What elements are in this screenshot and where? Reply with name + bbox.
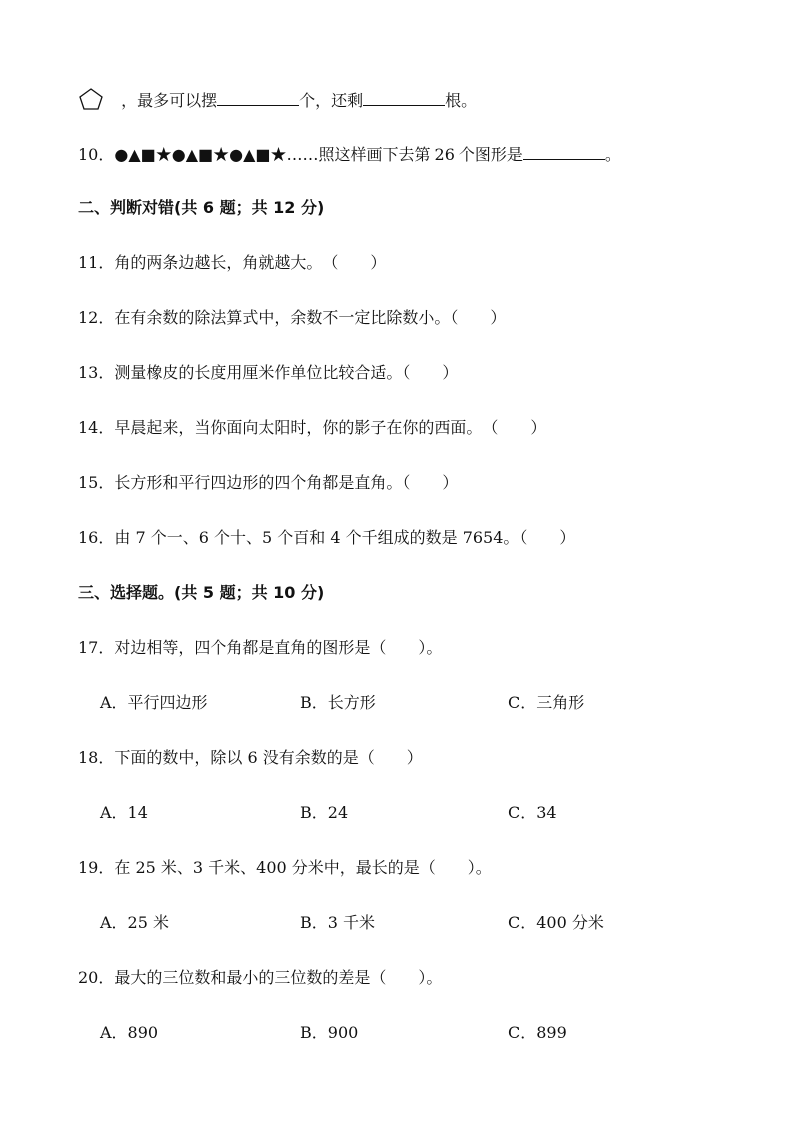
q18-option-a[interactable]: A．14 <box>100 803 148 822</box>
question-13 <box>78 363 458 383</box>
q19-option-a[interactable]: A．25 米 <box>100 913 170 932</box>
q19-option-c[interactable]: C．400 分米 <box>508 913 604 932</box>
section-2-title: 二、判断对错(共 6 题；共 12 分) <box>78 198 325 217</box>
q13-number: 13． <box>78 363 115 382</box>
q17-text: 对边相等，四个角都是直角的图形是（ ）。 <box>114 638 443 657</box>
question-11 <box>78 253 386 273</box>
q18-text: 下面的数中，除以 6 没有余数的是（ ） <box>114 748 423 767</box>
q9-text-1: ，最多可以摆 <box>121 91 218 110</box>
q11-text: 角的两条边越长，角就越大。 （ ） <box>114 253 387 272</box>
question-16 <box>78 528 575 548</box>
q10-blank[interactable] <box>523 143 605 160</box>
q19-option-b[interactable]: B．3 千米 <box>300 913 376 932</box>
q17-option-a[interactable]: A．平行四边形 <box>100 693 208 712</box>
q12-number: 12． <box>78 308 115 327</box>
question-20 <box>78 968 442 988</box>
question-12 <box>78 308 506 328</box>
q10-pattern: ●▲■★●▲■★●▲■★……照这样画下去第 <box>114 145 431 164</box>
question-14 <box>78 418 546 438</box>
question-9-continuation <box>78 87 478 110</box>
question-10 <box>78 143 621 163</box>
q11-number: 11． <box>78 253 115 272</box>
section-3-title: 三、选择题。(共 5 题；共 10 分) <box>78 583 325 602</box>
q20-number: 20． <box>78 968 115 987</box>
q9-text-3: 根。 <box>445 91 478 110</box>
q17-option-b[interactable]: B．长方形 <box>300 693 376 712</box>
q15-number: 15． <box>78 473 115 492</box>
q13-text: 测量橡皮的长度用厘米作单位比较合适。（ ） <box>114 363 459 382</box>
q17-option-c[interactable]: C．三角形 <box>508 693 585 712</box>
q15-text: 长方形和平行四边形的四个角都是直角。（ ） <box>114 473 459 492</box>
q14-text: 早晨起来，当你面向太阳时，你的影子在你的西面。 （ ） <box>114 418 547 437</box>
q9-text-2: 个，还剩 <box>299 91 364 110</box>
q20-option-c[interactable]: C．899 <box>508 1023 567 1042</box>
q9-blank-1[interactable] <box>217 89 299 106</box>
q9-blank-2[interactable] <box>363 89 445 106</box>
q19-text: 在 25 米、3 千米、400 分米中，最长的是（ ）。 <box>114 858 492 877</box>
question-15 <box>78 473 458 493</box>
question-17 <box>78 638 442 658</box>
q16-number: 16． <box>78 528 115 547</box>
q16-text: 由 7 个一、6 个十、5 个百和 4 个千组成的数是 7654。（ ） <box>114 528 576 547</box>
q18-option-c[interactable]: C．34 <box>508 803 557 822</box>
q12-text: 在有余数的除法算式中，余数不一定比除数小。（ ） <box>114 308 507 327</box>
q10-number: 10． <box>78 145 115 164</box>
q14-number: 14． <box>78 418 115 437</box>
question-18 <box>78 748 423 768</box>
q19-number: 19． <box>78 858 115 877</box>
q10-text-2: 个图形是 <box>458 145 523 164</box>
q10-end: 。 <box>604 145 621 164</box>
q18-option-b[interactable]: B．24 <box>300 803 349 822</box>
q10-n: 26 <box>434 145 455 164</box>
q20-text: 最大的三位数和最小的三位数的差是（ ）。 <box>114 968 443 987</box>
question-19 <box>78 858 492 878</box>
q20-option-b[interactable]: B．900 <box>300 1023 359 1042</box>
q17-number: 17． <box>78 638 115 657</box>
pentagon-icon <box>78 87 104 116</box>
q20-option-a[interactable]: A．890 <box>100 1023 159 1042</box>
q18-number: 18． <box>78 748 115 767</box>
